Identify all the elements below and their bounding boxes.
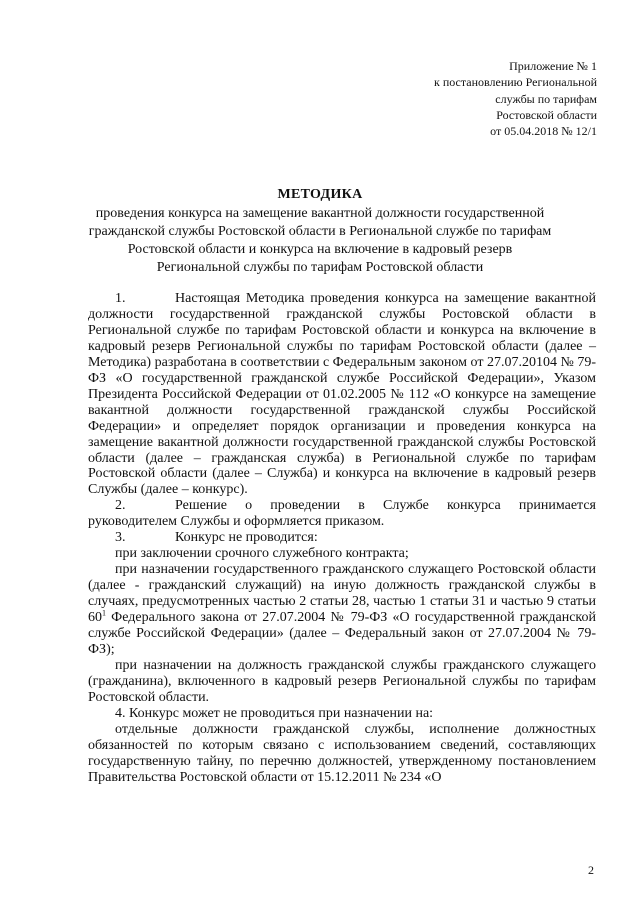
subtitle-line: Региональной службы по тарифам Ростовской области bbox=[156, 260, 484, 275]
paragraph-3a: при заключении срочного служебного контракта; bbox=[115, 546, 409, 562]
appendix-line: от 05.04.2018 № 12/1 bbox=[490, 124, 597, 139]
paragraph-number: 1. bbox=[115, 291, 126, 306]
paragraph-number: 2. bbox=[115, 498, 126, 514]
document-title: МЕТОДИКА bbox=[277, 187, 363, 202]
paragraph-4a: отдельные должности гражданской службы, исполнение должностных обязанностей по которым связано с использованием сведений, составляющих государственную тайну, по перечню должностей, утвержденному постановлением Правительства Ростовской области от 15.12.2011 № 234 «О bbox=[88, 721, 596, 785]
appendix-line: Приложение № 1 bbox=[509, 59, 597, 73]
paragraph-1 bbox=[88, 291, 596, 498]
appendix-line: службы по тарифам bbox=[495, 91, 597, 106]
appendix-line: Ростовской области bbox=[496, 107, 597, 122]
page-number: 2 bbox=[588, 863, 594, 877]
document-subtitle bbox=[60, 205, 580, 277]
paragraph-text: при назначении государственного гражданского служащего Ростовской области (далее - гражданский служащий) на иную должность гражданской службы в случаях, предусмотренных частью 2 статьи 28, частью 1 статьи 31 и частью 9 статьи 60 bbox=[88, 562, 596, 626]
superscript: 1 bbox=[102, 608, 106, 618]
paragraph-3b bbox=[88, 562, 596, 658]
paragraph-number: 3. bbox=[115, 530, 126, 546]
subtitle-line: проведения конкурса на замещение вакантной должности государственной bbox=[95, 206, 545, 221]
paragraph-text: Настоящая Методика проведения конкурса на замещение вакантной должности государственной гражданской службы Ростовской области в Региональной службе по тарифам Ростовской области и конкурса на включение в кадровый резерв Региональной службы по тарифам Ростовской области (далее – Методика) разработана в соответствии с Федеральным законом от 27.07.20104 № 79-ФЗ «О государственной гражданской службе Российской Федерации», Указом Президента Российской Федерации от 01.02.2005 № 112 «О конкурсе на замещение вакантной должности государственной гражданской службы Российской Федерации» и определяет порядок организации и проведения конкурса на замещение вакантной должности государственной гражданской службы Ростовской области (далее – гражданская служба) в Региональной службе по тарифам Ростовской области (далее – Служба) и конкурса на включение в кадровый резерв Службы (далее – конкурс). bbox=[88, 291, 596, 498]
paragraph-3c: при назначении на должность гражданской службы гражданского служащего (гражданина), включенного в кадровый резерв Региональной службы по тарифам Ростовской области. bbox=[88, 657, 596, 705]
paragraph-text: Решение о проведении в Службе конкурса принимается руководителем Службы и оформляется приказом. bbox=[88, 498, 596, 530]
paragraph-text: Федерального закона от 27.07.2004 № 79-ФЗ «О государственной гражданской службе Российской Федерации» (далее – Федеральный закон от 27.07.2004 № 79-ФЗ); bbox=[88, 610, 596, 657]
subtitle-line: Ростовской области и конкурса на включение в кадровый резерв bbox=[127, 242, 513, 257]
paragraph-text: Конкурс не проводится: bbox=[175, 530, 318, 546]
document-body bbox=[88, 291, 596, 786]
paragraph-3 bbox=[88, 530, 596, 546]
subtitle-line: гражданской службы Ростовской области в Региональной службе по тарифам bbox=[88, 224, 552, 239]
paragraph-4: 4. Конкурс может не проводиться при назначении на: bbox=[115, 705, 434, 721]
appendix-line: к постановлению Региональной bbox=[434, 75, 597, 90]
appendix-block bbox=[434, 58, 597, 139]
paragraph-2 bbox=[88, 498, 596, 530]
